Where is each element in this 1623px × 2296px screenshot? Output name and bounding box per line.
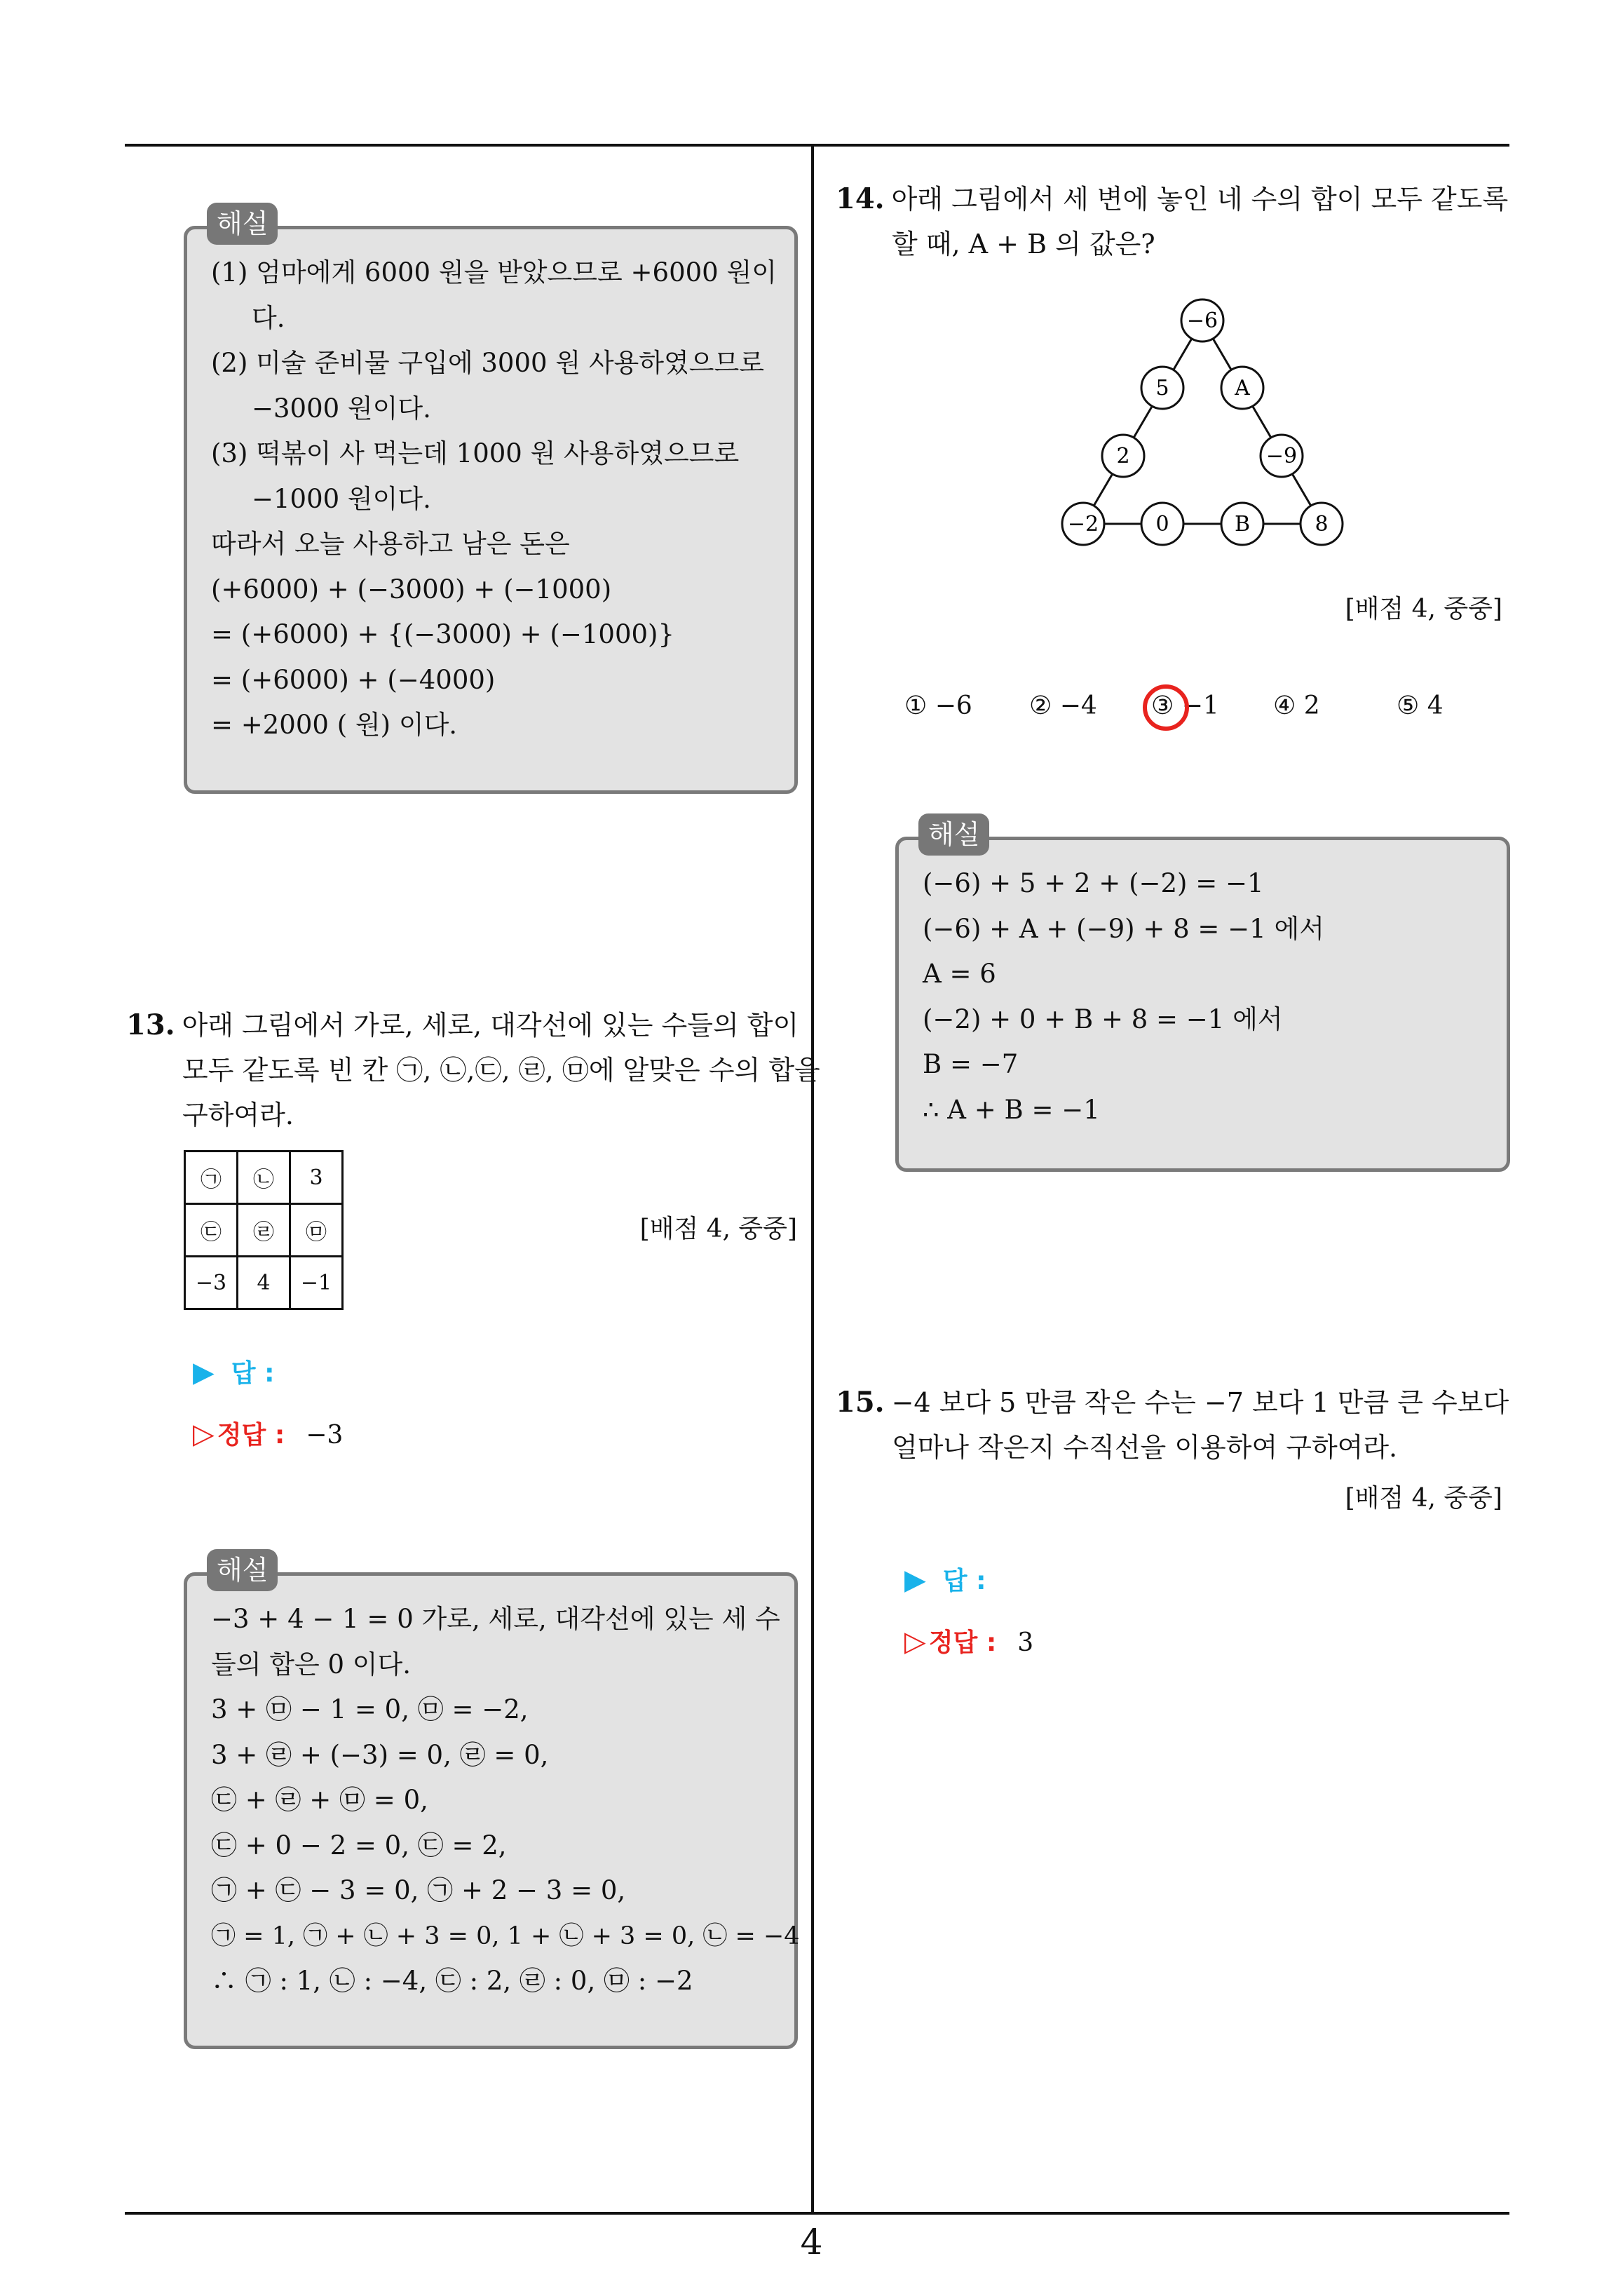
question-15 [836,1380,1523,1470]
play-triangle-icon: ▶ [904,1564,926,1596]
marked-answer-circle [1143,684,1189,731]
question-13 [126,1003,820,1137]
explanation-line: (+6000) + (−3000) + (−1000) [211,574,612,605]
question-text: 구하여라. [182,1100,294,1130]
explanation-box-q12 [184,208,798,794]
explanation-line: (1) 엄마에게 6000 원을 받았으므로 +6000 원이 [211,257,777,288]
diagram-node-label: 2 [1116,444,1130,468]
question-14 [836,177,1523,266]
explanation-line: = +2000 ( 원) 이다. [211,710,458,740]
explanation-line: 따라서 오늘 사용하고 남은 돈은 [211,529,570,559]
diagram-node-label: −6 [1186,309,1218,333]
play-triangle-icon: ▶ [193,1356,215,1389]
diagram-node-label: A [1235,376,1250,400]
explanation-line: −3 + 4 − 1 = 0 가로, 세로, 대각선에 있는 세 수 [211,1604,780,1634]
answer-row-q15 [904,1561,986,1597]
choice-3[interactable]: ③ −1 [1151,691,1219,720]
question-number: 13. [126,1008,175,1041]
explanation-line: A = 6 [923,959,996,989]
question-text: 할 때, A + B 의 값은? [892,229,1155,259]
question-text: −4 보다 5 만큼 작은 수는 −7 보다 1 만큼 큰 수보다 [891,1387,1509,1418]
explanation-line: ㉠ = 1, ㉠ + ㉡ + 3 = 0, 1 + ㉡ + 3 = 0, ㉡ = −4 [211,1922,800,1950]
page-number: 4 [800,2222,823,2262]
diagram-node-label: −2 [1067,512,1099,536]
correct-label: 정답 : [928,1628,997,1657]
answer-label: 답 : [942,1567,986,1595]
explanation-label: 해설 [207,1549,278,1591]
correct-value: −3 [306,1421,344,1450]
correct-value: 3 [1017,1628,1034,1657]
explanation-label: 해설 [207,203,278,245]
diagram-node-label: −9 [1265,444,1298,468]
grid-cell: ㉡ [238,1152,290,1204]
explanation-line: B = −7 [923,1049,1019,1079]
explanation-line: ∴ A + B = −1 [923,1094,1100,1125]
explanation-line: 3 + ㉤ − 1 = 0, ㉤ = −2, [211,1694,529,1724]
grid-cell: 3 [290,1152,343,1204]
correct-label: 정답 : [217,1421,285,1450]
explanation-line: = (+6000) + (−4000) [211,664,496,695]
grid-cell: ㉣ [238,1204,290,1257]
explanation-line: ㉢ + ㉣ + ㉤ = 0, [211,1785,428,1815]
explanation-line: ㉢ + 0 − 2 = 0, ㉢ = 2, [211,1830,507,1861]
outline-triangle-icon: ▷ [193,1418,215,1450]
diagram-node-label: B [1234,512,1251,536]
choice-4[interactable]: ④ 2 [1273,691,1320,720]
explanation-line: −3000 원이다. [252,393,431,424]
grid-cell: 4 [238,1257,290,1309]
question-text: 모두 같도록 빈 칸 ㉠, ㉡,㉢, ㉣, ㉤에 알맞은 수의 합을 [182,1055,820,1086]
answer-label: 답 : [231,1359,275,1388]
explanation-line: (−2) + 0 + B + 8 = −1 에서 [923,1004,1283,1034]
explanation-line: (3) 떡볶이 사 먹는데 1000 원 사용하였으므로 [211,438,740,468]
bottom-rule [125,2212,1509,2215]
explanation-line: 들의 합은 0 이다. [211,1649,412,1680]
outline-triangle-icon: ▷ [904,1626,926,1658]
grid-cell: ㉠ [185,1152,238,1204]
explanation-line: (2) 미술 준비물 구입에 3000 원 사용하였으므로 [211,348,765,378]
correct-row-q15 [904,1623,1033,1659]
column-divider [811,144,814,2213]
question-number: 15. [836,1386,885,1419]
correct-row-q13 [193,1415,343,1451]
score-q14: [배점 4, 중중] [1345,595,1502,623]
grid-cell: ㉤ [290,1204,343,1257]
explanation-line: ∴ ㉠ : 1, ㉡ : −4, ㉢ : 2, ㉣ : 0, ㉤ : −2 [211,1966,693,1996]
score-q13: [배점 4, 중중] [639,1215,797,1243]
grid-cell: −3 [185,1257,238,1309]
explanation-box-q14 [895,819,1510,1172]
choice-1[interactable]: ① −6 [904,691,972,720]
diagram-node-label: 8 [1315,512,1329,536]
explanation-label: 해설 [918,813,989,856]
answer-row-q13 [193,1353,274,1389]
magic-square-grid [184,1150,344,1310]
question-number: 14. [836,182,885,215]
grid-cell: ㉢ [185,1204,238,1257]
diagram-node-label: 5 [1155,376,1169,400]
choice-2[interactable]: ② −4 [1029,691,1097,720]
choice-5[interactable]: ⑤ 4 [1397,691,1444,720]
question-text: 아래 그림에서 가로, 세로, 대각선에 있는 수들의 합이 [182,1010,799,1041]
explanation-line: 다. [252,302,285,333]
explanation-line: 3 + ㉣ + (−3) = 0, ㉣ = 0, [211,1739,549,1770]
explanation-line: = (+6000) + {(−3000) + (−1000)} [211,619,674,649]
question-text: 얼마나 작은지 수직선을 이용하여 구하여라. [892,1432,1398,1463]
explanation-line: (−6) + 5 + 2 + (−2) = −1 [923,868,1264,898]
score-q15: [배점 4, 중중] [1345,1484,1502,1513]
triangle-diagram [1052,295,1353,554]
grid-cell: −1 [290,1257,343,1309]
explanation-line: ㉠ + ㉢ − 3 = 0, ㉠ + 2 − 3 = 0, [211,1875,626,1905]
explanation-box-q13 [184,1555,800,2049]
diagram-node-label: 0 [1155,512,1169,536]
explanation-line: −1000 원이다. [252,483,431,514]
explanation-line: (−6) + A + (−9) + 8 = −1 에서 [923,913,1324,944]
top-rule [125,144,1509,147]
question-text: 아래 그림에서 세 변에 놓인 네 수의 합이 모두 같도록 [891,184,1509,215]
